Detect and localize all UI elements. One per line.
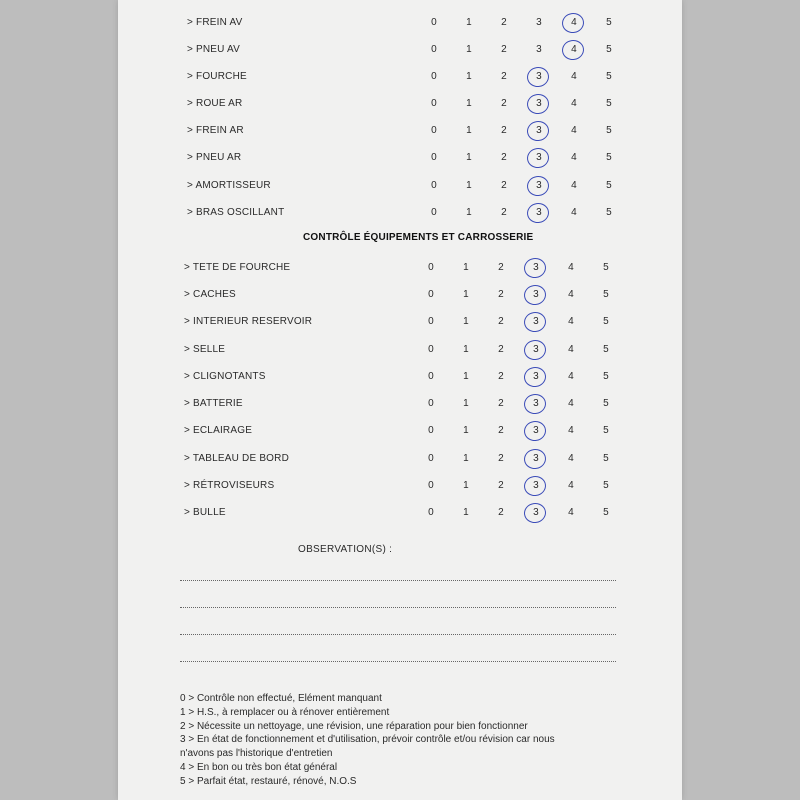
checklist-page [118, 0, 682, 800]
score-option: 3 [526, 371, 546, 382]
selected-score-circle [523, 366, 548, 389]
score-option: 4 [568, 507, 574, 518]
score-option: 4 [564, 17, 584, 28]
score-option: 1 [463, 453, 469, 464]
selected-score-circle [523, 502, 548, 525]
inspection-item-label: > PNEU AV [187, 44, 241, 55]
score-option: 0 [431, 44, 437, 55]
selected-score-circle [523, 475, 548, 498]
inspection-row [118, 259, 682, 279]
score-option: 4 [568, 453, 574, 464]
score-option: 0 [431, 207, 437, 218]
selected-score-circle [523, 339, 548, 362]
score-option: 5 [603, 316, 609, 327]
score-option: 5 [603, 398, 609, 409]
inspection-row [118, 14, 682, 34]
score-option: 2 [501, 17, 507, 28]
score-option: 2 [501, 180, 507, 191]
legend-item: 3 > En état de fonctionnement et d'utilisation, prévoir contrôle et/ou révision car nous [180, 734, 555, 746]
score-option: 5 [606, 44, 612, 55]
score-option: 4 [568, 398, 574, 409]
score-option: 4 [568, 344, 574, 355]
score-option: 4 [571, 71, 577, 82]
score-option: 3 [526, 289, 546, 300]
inspection-row [118, 68, 682, 88]
score-option: 5 [606, 17, 612, 28]
score-option: 1 [463, 316, 469, 327]
score-option: 1 [463, 398, 469, 409]
inspection-row [118, 286, 682, 306]
score-option: 2 [498, 480, 504, 491]
score-option: 5 [606, 98, 612, 109]
observation-line [180, 661, 616, 662]
inspection-item-label: > PNEU AR [187, 152, 242, 163]
selected-score-circle [526, 147, 551, 170]
score-option: 3 [526, 425, 546, 436]
inspection-item-label: > ECLAIRAGE [184, 425, 253, 436]
selected-score-circle [561, 39, 586, 62]
selected-score-circle [526, 66, 551, 89]
score-option: 2 [498, 262, 504, 273]
score-option: 4 [571, 152, 577, 163]
score-option: 4 [571, 125, 577, 136]
inspection-row [118, 313, 682, 333]
inspection-row [118, 450, 682, 470]
inspection-row [118, 95, 682, 115]
score-option: 0 [428, 262, 434, 273]
score-option: 4 [571, 98, 577, 109]
score-option: 1 [463, 371, 469, 382]
score-option: 5 [603, 289, 609, 300]
selected-score-circle [523, 420, 548, 443]
score-option: 0 [428, 371, 434, 382]
score-option: 2 [498, 289, 504, 300]
score-option: 1 [466, 44, 472, 55]
score-option: 1 [463, 344, 469, 355]
section-title: CONTRÔLE ÉQUIPEMENTS ET CARROSSERIE [303, 232, 534, 243]
legend-item: 5 > Parfait état, restauré, rénové, N.O.S [180, 775, 357, 787]
observation-line [180, 580, 616, 581]
score-option: 0 [431, 125, 437, 136]
score-option: 5 [603, 425, 609, 436]
observation-line [180, 634, 616, 635]
inspection-item-label: > BULLE [184, 507, 226, 518]
score-option: 5 [603, 453, 609, 464]
score-option: 0 [428, 344, 434, 355]
score-option: 3 [526, 480, 546, 491]
score-option: 5 [606, 125, 612, 136]
inspection-item-label: > AMORTISSEUR [187, 180, 271, 191]
score-option: 2 [498, 507, 504, 518]
score-option: 0 [428, 398, 434, 409]
observation-line [180, 607, 616, 608]
score-option: 1 [463, 480, 469, 491]
score-option: 3 [529, 125, 549, 136]
inspection-row [118, 395, 682, 415]
score-option: 1 [466, 152, 472, 163]
score-option: 4 [568, 289, 574, 300]
score-option: 0 [428, 289, 434, 300]
score-option: 3 [526, 344, 546, 355]
inspection-row [118, 368, 682, 388]
score-option: 3 [536, 44, 542, 55]
selected-score-circle [561, 12, 586, 35]
selected-score-circle [523, 257, 548, 280]
score-option: 3 [526, 507, 546, 518]
score-option: 4 [568, 425, 574, 436]
score-option: 0 [428, 453, 434, 464]
score-option: 3 [526, 453, 546, 464]
inspection-row [118, 149, 682, 169]
score-option: 3 [529, 98, 549, 109]
score-option: 3 [529, 71, 549, 82]
score-option: 3 [536, 17, 542, 28]
selected-score-circle [526, 120, 551, 143]
inspection-item-label: > BRAS OSCILLANT [187, 207, 285, 218]
inspection-row [118, 41, 682, 61]
score-option: 1 [463, 262, 469, 273]
observations-label: OBSERVATION(S) : [298, 544, 393, 555]
score-option: 5 [603, 344, 609, 355]
score-option: 1 [466, 98, 472, 109]
inspection-row [118, 504, 682, 524]
inspection-item-label: > BATTERIE [184, 398, 243, 409]
score-option: 0 [428, 316, 434, 327]
score-option: 0 [428, 480, 434, 491]
score-option: 0 [431, 71, 437, 82]
score-option: 1 [466, 207, 472, 218]
legend-item: 2 > Nécessite un nettoyage, une révision, une réparation pour bien fonctionner [180, 720, 528, 732]
score-option: 3 [529, 180, 549, 191]
score-option: 1 [463, 289, 469, 300]
score-option: 1 [466, 125, 472, 136]
inspection-item-label: > SELLE [184, 344, 226, 355]
inspection-row [118, 341, 682, 361]
score-option: 5 [603, 262, 609, 273]
score-option: 2 [501, 71, 507, 82]
score-option: 4 [564, 44, 584, 55]
score-option: 4 [568, 316, 574, 327]
selected-score-circle [523, 284, 548, 307]
inspection-row [118, 122, 682, 142]
inspection-item-label: > ROUE AR [187, 98, 243, 109]
score-option: 0 [431, 17, 437, 28]
score-option: 3 [526, 316, 546, 327]
inspection-row [118, 477, 682, 497]
score-option: 3 [526, 398, 546, 409]
inspection-row [118, 422, 682, 442]
inspection-item-label: > INTERIEUR RESERVOIR [184, 316, 313, 327]
score-option: 5 [606, 180, 612, 191]
score-option: 5 [606, 207, 612, 218]
score-option: 0 [431, 180, 437, 191]
score-option: 3 [529, 152, 549, 163]
legend-item: 4 > En bon ou très bon état général [180, 761, 338, 773]
inspection-row [118, 177, 682, 197]
score-option: 1 [466, 71, 472, 82]
score-option: 4 [568, 480, 574, 491]
inspection-item-label: > FOURCHE [187, 71, 247, 82]
score-option: 2 [501, 152, 507, 163]
score-option: 1 [463, 507, 469, 518]
score-option: 2 [498, 371, 504, 382]
selected-score-circle [526, 202, 551, 225]
score-option: 5 [603, 371, 609, 382]
score-option: 5 [603, 480, 609, 491]
inspection-row [118, 204, 682, 224]
score-option: 2 [501, 125, 507, 136]
score-option: 0 [431, 98, 437, 109]
inspection-item-label: > CACHES [184, 289, 236, 300]
score-option: 1 [466, 180, 472, 191]
score-option: 2 [501, 44, 507, 55]
legend-item: n'avons pas l'historique d'entretien [180, 748, 333, 760]
score-option: 4 [568, 262, 574, 273]
inspection-item-label: > CLIGNOTANTS [184, 371, 266, 382]
score-option: 5 [606, 152, 612, 163]
inspection-item-label: > RÉTROVISEURS [184, 480, 275, 491]
selected-score-circle [526, 93, 551, 116]
selected-score-circle [526, 175, 551, 198]
score-option: 2 [501, 98, 507, 109]
selected-score-circle [523, 448, 548, 471]
score-option: 2 [498, 316, 504, 327]
selected-score-circle [523, 393, 548, 416]
inspection-item-label: > FREIN AR [187, 125, 244, 136]
score-option: 0 [428, 425, 434, 436]
score-option: 3 [526, 262, 546, 273]
score-option: 2 [501, 207, 507, 218]
score-option: 1 [463, 425, 469, 436]
score-option: 2 [498, 398, 504, 409]
selected-score-circle [523, 311, 548, 334]
inspection-item-label: > TETE DE FOURCHE [184, 262, 291, 273]
inspection-item-label: > TABLEAU DE BORD [184, 453, 290, 464]
score-option: 4 [568, 371, 574, 382]
score-option: 1 [466, 17, 472, 28]
legend-item: 0 > Contrôle non effectué, Elément manquant [180, 693, 382, 704]
legend-item: 1 > H.S., à remplacer ou à rénover entièrement [180, 706, 390, 718]
score-option: 2 [498, 425, 504, 436]
inspection-item-label: > FREIN AV [187, 17, 243, 28]
score-option: 4 [571, 207, 577, 218]
score-option: 3 [529, 207, 549, 218]
score-option: 5 [606, 71, 612, 82]
score-option: 4 [571, 180, 577, 191]
score-option: 0 [431, 152, 437, 163]
score-option: 2 [498, 453, 504, 464]
score-option: 2 [498, 344, 504, 355]
score-option: 5 [603, 507, 609, 518]
score-option: 0 [428, 507, 434, 518]
rating-legend [180, 692, 600, 789]
